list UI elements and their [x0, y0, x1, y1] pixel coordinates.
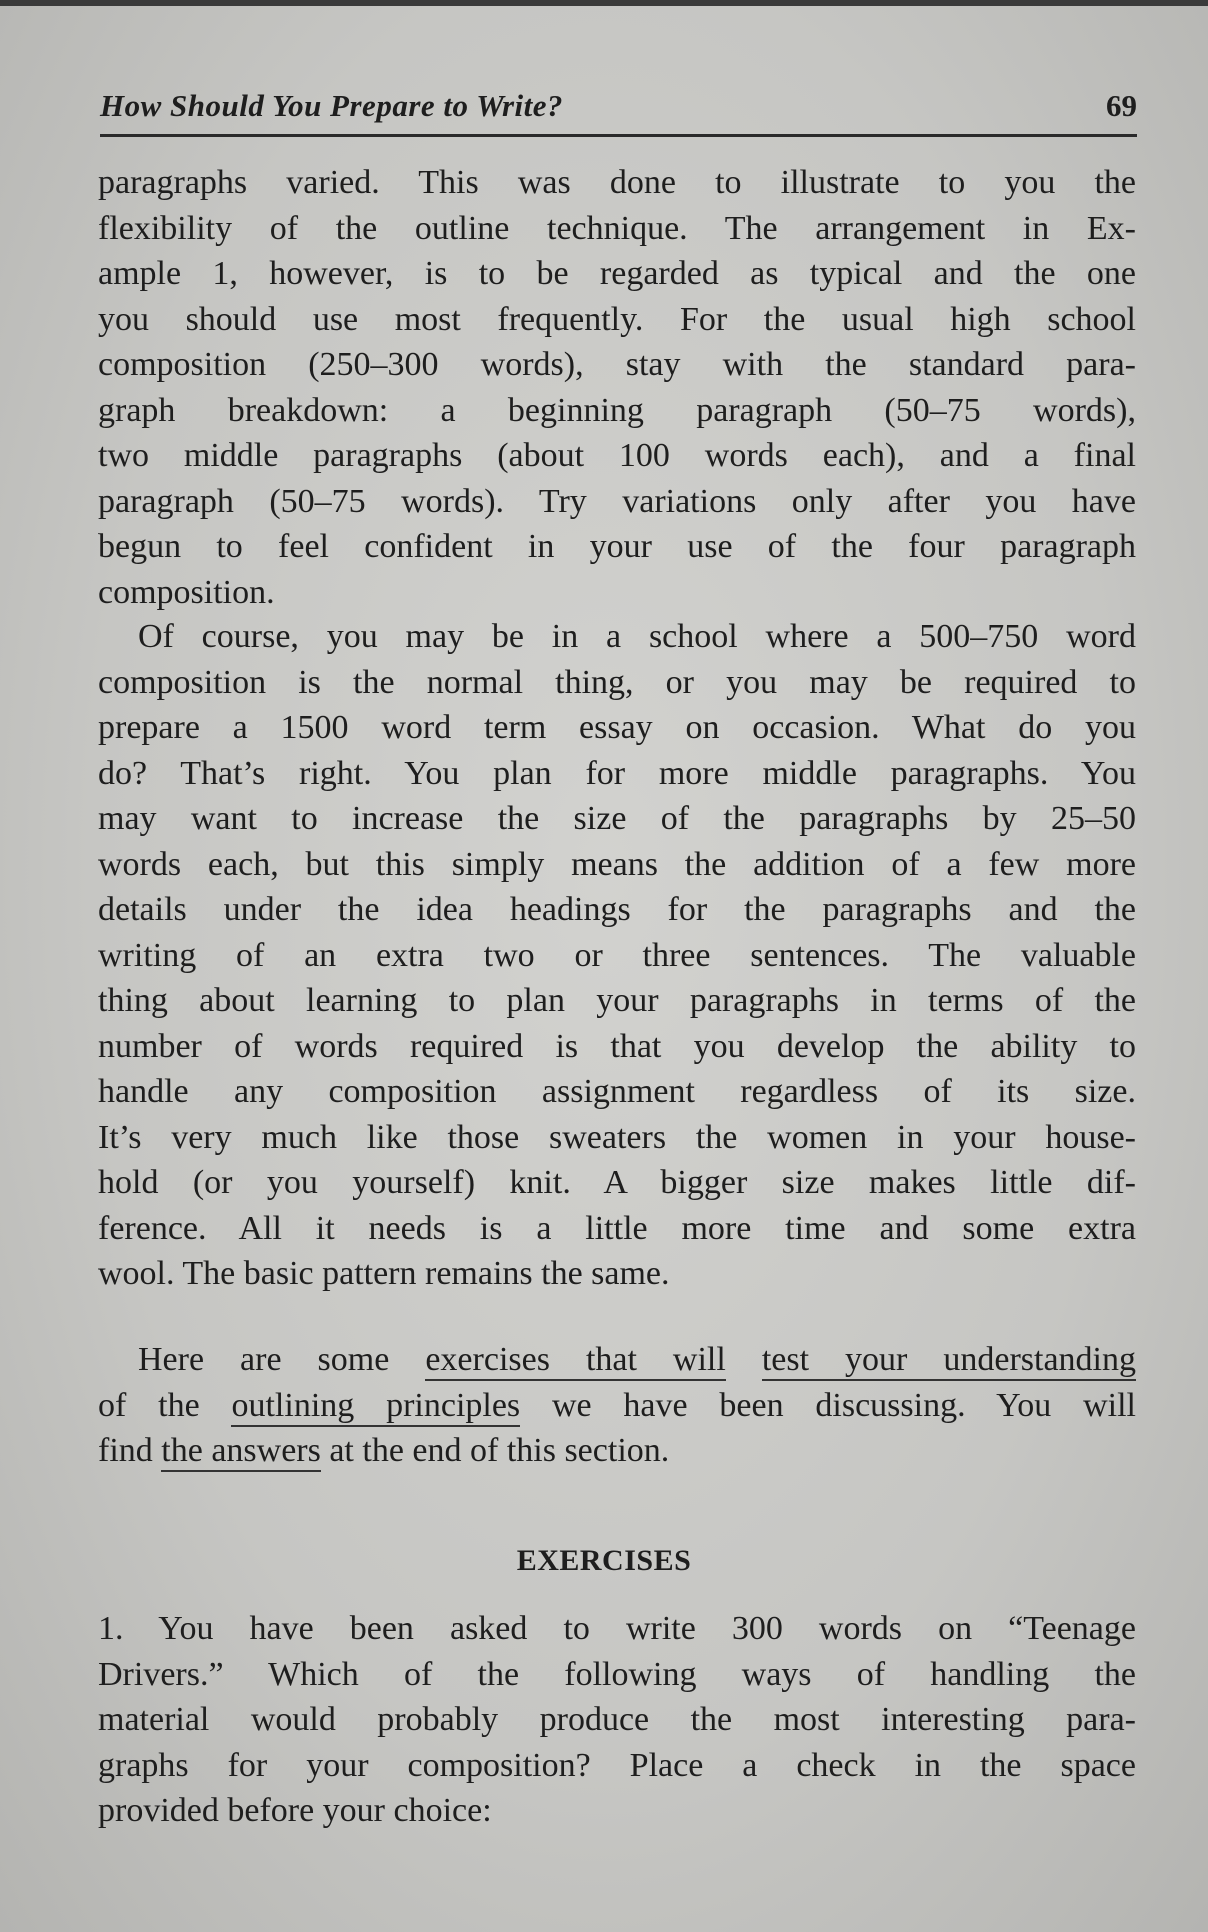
text-segment: Here are some: [138, 1341, 426, 1378]
text-line: handle any composition assignment regardless of its size.: [98, 1073, 1136, 1110]
text-line: It’s very much like those sweaters the women in your house-: [98, 1118, 1136, 1156]
text-line: material would probably produce the most interesting para-: [98, 1701, 1136, 1738]
text-line: may want to increase the size of the paragraphs by 25–50: [98, 800, 1136, 837]
paragraph-1: [98, 160, 1136, 615]
text-line: writing of an extra two or three sentences. The valuable: [98, 936, 1136, 974]
underlined-phrase: test your understanding: [762, 1341, 1136, 1381]
underlined-phrase: exercises that will: [425, 1341, 725, 1381]
text-line: composition (250–300 words), stay with the standard para-: [98, 346, 1136, 383]
text-line: do? That’s right. You plan for more middle paragraphs. You: [98, 754, 1136, 792]
exercises-heading: EXERCISES: [516, 1544, 692, 1577]
text-line: prepare a 1500 word term essay on occasion. What do you: [98, 709, 1136, 746]
text-line: Drivers.” Which of the following ways of handling the: [98, 1655, 1136, 1693]
text-segment: of the: [98, 1386, 232, 1424]
page-number: 69: [1106, 88, 1137, 123]
text-line: words each, but this simply means the addition of a few more: [98, 845, 1136, 883]
paragraph-2: [98, 614, 1136, 1297]
text-line: details under the idea headings for the paragraphs and the: [98, 891, 1136, 928]
text-segment: we have been discussing. You will: [520, 1386, 1136, 1424]
running-header: [100, 88, 1137, 128]
running-title: How Should You Prepare to Write?: [100, 88, 564, 123]
text-line: paragraph (50–75 words). Try variations only after you have: [98, 482, 1136, 520]
text-line: composition.: [98, 573, 275, 611]
text-line: 1. You have been asked to write 300 words on “Teenage: [98, 1610, 1136, 1647]
text-line: ample 1, however, is to be regarded as typical and the one: [98, 255, 1136, 292]
underlined-phrase: outlining principles: [231, 1387, 520, 1427]
text-line: paragraphs varied. This was done to illustrate to you the: [98, 164, 1136, 201]
text-line: provided before your choice:: [98, 1792, 492, 1829]
text-line: thing about learning to plan your paragraphs in terms of the: [98, 982, 1136, 1019]
text-line: wool. The basic pattern remains the same.: [98, 1255, 670, 1292]
exercise-intro-paragraph: [98, 1337, 1136, 1474]
question-1: [98, 1606, 1136, 1834]
text-segment: [726, 1341, 762, 1378]
text-line: ference. All it needs is a little more time and some extra: [98, 1209, 1136, 1247]
text-line: two middle paragraphs (about 100 words each), and a final: [98, 437, 1136, 474]
page-edge: [0, 0, 1208, 6]
text-line: [98, 1337, 1136, 1383]
underlined-phrase: the answers: [161, 1432, 321, 1472]
text-segment: at the end of this section.: [320, 1432, 670, 1469]
text-line: number of words required is that you develop the ability to: [98, 1027, 1136, 1065]
text-line: graph breakdown: a beginning paragraph (50–75 words),: [98, 391, 1136, 429]
text-line: hold (or you yourself) knit. A bigger size makes little dif-: [98, 1164, 1136, 1201]
text-line: you should use most frequently. For the usual high school: [98, 300, 1136, 338]
text-line: flexibility of the outline technique. The arrangement in Ex-: [98, 209, 1136, 247]
text-line: Of course, you may be in a school where a 500–750 word: [138, 618, 1136, 655]
text-line: [98, 1428, 1136, 1474]
text-line: composition is the normal thing, or you may be required to: [98, 663, 1136, 701]
text-line: graphs for your composition? Place a check in the space: [98, 1746, 1136, 1784]
header-rule: [100, 134, 1137, 137]
text-line: begun to feel confident in your use of the four paragraph: [98, 528, 1136, 565]
text-line: [98, 1383, 1136, 1429]
text-segment: find: [98, 1432, 162, 1469]
